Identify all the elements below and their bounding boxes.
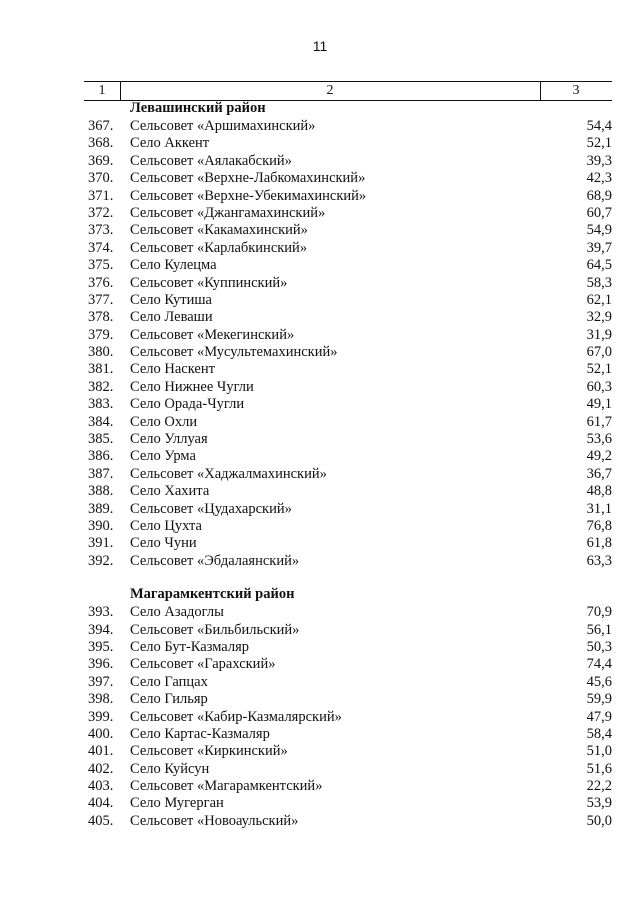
row-number: 367. <box>88 118 114 134</box>
table-row <box>84 361 612 378</box>
row-number: 399. <box>88 708 114 725</box>
row-number: 375. <box>88 257 114 274</box>
row-value: 53,9 <box>586 795 612 812</box>
table-row <box>84 275 612 292</box>
table-row <box>84 639 612 656</box>
row-value: 31,9 <box>586 326 612 343</box>
row-name: Село Гильяр <box>130 691 208 708</box>
row-number: 386. <box>88 448 114 465</box>
row-number: 396. <box>88 656 114 673</box>
row-name: Сельсовет «Аялакабский» <box>130 152 292 169</box>
table-row <box>84 448 612 465</box>
row-name: Сельсовет «Джангамахинский» <box>130 204 326 221</box>
row-name: Село Кутиша <box>130 291 212 308</box>
row-value: 74,4 <box>586 656 612 673</box>
row-value: 60,7 <box>586 204 612 221</box>
row-value: 54,9 <box>586 222 612 239</box>
row-number: 405. <box>88 812 114 829</box>
row-name: Село Наскент <box>130 361 215 378</box>
row-number: 380. <box>88 344 114 361</box>
table-row <box>84 674 612 691</box>
table-row <box>84 222 612 239</box>
row-name: Село Мугерган <box>130 795 224 812</box>
section-title: Магарамкентский район <box>130 586 295 603</box>
row-number: 382. <box>88 378 114 395</box>
row-number: 370. <box>88 170 114 187</box>
row-number: 404. <box>88 795 114 812</box>
row-name: Сельсовет «Гарахский» <box>130 656 276 673</box>
table-row <box>84 813 612 830</box>
table-row <box>84 327 612 344</box>
table-row <box>84 483 612 500</box>
row-value: 54,4 <box>586 118 612 134</box>
row-name: Сельсовет «Магарамкентский» <box>130 778 323 795</box>
row-value: 50,3 <box>586 638 612 655</box>
row-value: 22,2 <box>586 778 612 795</box>
row-number: 392. <box>88 552 114 569</box>
table-row <box>84 431 612 448</box>
row-number: 376. <box>88 274 114 291</box>
row-number: 390. <box>88 517 114 534</box>
row-value: 53,6 <box>586 431 612 448</box>
table-row <box>84 396 612 413</box>
row-name: Сельсовет «Новоаульский» <box>130 812 299 829</box>
table-row <box>84 761 612 778</box>
table-row <box>84 726 612 743</box>
row-value: 64,5 <box>586 257 612 274</box>
header-col-2: 2 <box>120 82 541 100</box>
row-value: 63,3 <box>586 552 612 569</box>
table-row <box>84 188 612 205</box>
row-number: 397. <box>88 673 114 690</box>
row-number: 394. <box>88 621 114 638</box>
row-number: 389. <box>88 500 114 517</box>
row-name: Село Орада-Чугли <box>130 396 245 413</box>
row-value: 67,0 <box>586 344 612 361</box>
row-value: 49,2 <box>586 448 612 465</box>
row-value: 62,1 <box>586 291 612 308</box>
table-row <box>84 135 612 152</box>
row-name: Село Нижнее Чугли <box>130 378 254 395</box>
row-number: 383. <box>88 396 114 413</box>
row-name: Село Уллуая <box>130 431 208 448</box>
header-col-1: 1 <box>84 82 121 100</box>
table-row <box>84 379 612 396</box>
row-value: 47,9 <box>586 708 612 725</box>
row-value: 42,3 <box>586 170 612 187</box>
row-name: Сельсовет «Цудахарский» <box>130 500 292 517</box>
table-row <box>84 205 612 222</box>
row-value: 60,3 <box>586 378 612 395</box>
table-row <box>84 553 612 570</box>
row-number: 385. <box>88 431 114 448</box>
row-number: 371. <box>88 187 114 204</box>
row-name: Село Чуни <box>130 535 197 552</box>
row-name: Сельсовет «Мусультемахинский» <box>130 344 338 361</box>
row-name: Сельсовет «Киркинский» <box>130 743 288 760</box>
row-value: 52,1 <box>586 361 612 378</box>
row-number: 368. <box>88 135 114 152</box>
row-number: 377. <box>88 291 114 308</box>
row-value: 51,6 <box>586 760 612 777</box>
row-name: Село Бут-Казмаляр <box>130 638 250 655</box>
table-row <box>84 466 612 483</box>
table-row <box>84 691 612 708</box>
row-number: 388. <box>88 483 114 500</box>
row-name: Сельсовет «Эбдалаянский» <box>130 552 300 569</box>
table-body <box>84 99 612 830</box>
row-value: 51,0 <box>586 743 612 760</box>
row-name: Сельсовет «Хаджалмахинский» <box>130 465 327 482</box>
table-row <box>84 709 612 726</box>
row-name: Сельсовет «Верхне-Убекимахинский» <box>130 187 367 204</box>
row-value: 76,8 <box>586 517 612 534</box>
row-value: 31,1 <box>586 500 612 517</box>
table-row <box>84 309 612 326</box>
row-value: 36,7 <box>586 465 612 482</box>
row-name: Сельсовет «Какамахинский» <box>130 222 308 239</box>
section-gap <box>84 570 612 585</box>
row-name: Село Урма <box>130 448 196 465</box>
row-number: 374. <box>88 239 114 256</box>
table-row <box>84 535 612 552</box>
row-number: 381. <box>88 361 114 378</box>
row-name: Село Цухта <box>130 517 202 534</box>
row-value: 45,6 <box>586 673 612 690</box>
table-row <box>84 743 612 760</box>
row-number: 403. <box>88 778 114 795</box>
table-row <box>84 414 612 431</box>
table-row <box>84 778 612 795</box>
row-value: 58,3 <box>586 274 612 291</box>
row-name: Сельсовет «Верхне-Лабкомахинский» <box>130 170 366 187</box>
row-number: 378. <box>88 309 114 326</box>
row-value: 70,9 <box>586 604 612 621</box>
row-value: 61,7 <box>586 413 612 430</box>
row-name: Село Куйсун <box>130 760 210 777</box>
row-name: Село Гапцах <box>130 673 208 690</box>
row-name: Сельсовет «Мекегинский» <box>130 326 295 343</box>
row-number: 393. <box>88 604 114 621</box>
table-row <box>84 344 612 361</box>
table-row <box>84 622 612 639</box>
table-row <box>84 240 612 257</box>
row-number: 372. <box>88 204 114 221</box>
table-row <box>84 257 612 274</box>
row-name: Село Кулецма <box>130 257 217 274</box>
row-name: Сельсовет «Бильбильский» <box>130 621 300 638</box>
table-row <box>84 795 612 812</box>
row-number: 400. <box>88 725 114 742</box>
row-name: Село Хахита <box>130 483 210 500</box>
row-name: Село Леваши <box>130 309 213 326</box>
row-name: Село Азадоглы <box>130 604 224 621</box>
row-number: 384. <box>88 413 114 430</box>
row-name: Сельсовет «Аршимахинский» <box>130 118 316 134</box>
row-value: 49,1 <box>586 396 612 413</box>
table-row <box>84 518 612 535</box>
row-number: 369. <box>88 152 114 169</box>
row-value: 39,3 <box>586 152 612 169</box>
row-value: 58,4 <box>586 725 612 742</box>
row-value: 56,1 <box>586 621 612 638</box>
row-number: 398. <box>88 691 114 708</box>
row-number: 401. <box>88 743 114 760</box>
row-value: 61,8 <box>586 535 612 552</box>
row-number: 402. <box>88 760 114 777</box>
row-name: Село Аккент <box>130 135 210 152</box>
row-value: 68,9 <box>586 187 612 204</box>
row-value: 48,8 <box>586 483 612 500</box>
row-value: 32,9 <box>586 309 612 326</box>
row-number: 395. <box>88 638 114 655</box>
row-value: 50,0 <box>586 812 612 829</box>
table-row <box>84 170 612 187</box>
row-value: 39,7 <box>586 239 612 256</box>
row-number: 391. <box>88 535 114 552</box>
row-name: Село Охли <box>130 413 198 430</box>
row-number: 373. <box>88 222 114 239</box>
table-row <box>84 153 612 170</box>
section-title: Левашинский район <box>130 100 266 116</box>
table-row <box>84 656 612 673</box>
table-row <box>84 501 612 518</box>
row-value: 52,1 <box>586 135 612 152</box>
row-name: Сельсовет «Куппинский» <box>130 274 288 291</box>
table-row <box>84 292 612 309</box>
row-number: 387. <box>88 465 114 482</box>
row-name: Сельсовет «Карлабкинский» <box>130 239 308 256</box>
table-header <box>84 81 612 101</box>
table-row <box>84 604 612 621</box>
page-number: 11 <box>312 38 328 54</box>
row-value: 59,9 <box>586 691 612 708</box>
row-number: 379. <box>88 326 114 343</box>
header-col-3: 3 <box>572 83 580 98</box>
row-name: Сельсовет «Кабир-Казмалярский» <box>130 708 342 725</box>
table-row <box>84 118 612 135</box>
row-name: Село Картас-Казмаляр <box>130 725 270 742</box>
